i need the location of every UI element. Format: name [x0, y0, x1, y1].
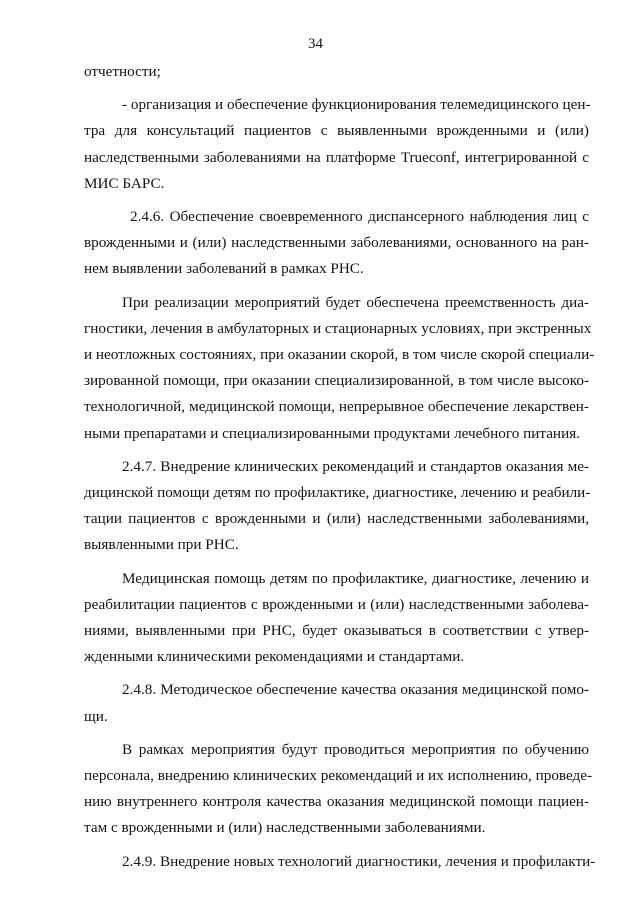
- page-number: 34: [308, 36, 323, 52]
- text-line: нем выявлении заболеваний в рамках РНС.: [84, 260, 364, 278]
- text-line: врожденными и (или) наследственными заболеваниями, основанного на ран-: [84, 234, 589, 252]
- text-line: реабилитации пациентов с врожденными и (или) наследственными заболева-: [84, 595, 589, 613]
- text-line: При реализации мероприятий будет обеспечена преемственность диа-: [122, 293, 589, 311]
- text-line: там с врожденными и (или) наследственными заболеваниями.: [84, 819, 486, 837]
- text-line: 2.4.7. Внедрение клинических рекомендаций и стандартов оказания ме-: [122, 457, 589, 475]
- paragraph-gap: [84, 670, 589, 677]
- text-line: дицинской помощи детям по профилактике, диагностике, лечению и реабили-: [84, 484, 591, 502]
- text-line: гностики, лечения в амбулаторных и стационарных условиях, при экстренных: [84, 319, 592, 337]
- text-line: жденными клиническими рекомендациями и стандартами.: [84, 648, 465, 666]
- text-line: персонала, внедрению клинических рекомендаций и их исполнению, проведе-: [84, 767, 593, 785]
- body-text: [84, 59, 596, 875]
- text-line: отчетности;: [84, 63, 161, 80]
- text-line: ными препаратами и специализированными продуктами лечебного питания.: [84, 424, 580, 442]
- text-line: зированной помощи, при оказании специализированной, в том числе высоко-: [84, 372, 589, 390]
- text-line: технологичной, медицинской помощи, непрерывное обеспечение лекарствен-: [84, 398, 589, 416]
- text-line: наследственными заболеваниями на платформе Trueconf, интегрированной с: [84, 148, 589, 166]
- text-line: щи.: [84, 707, 108, 725]
- text-line: выявленными при РНС.: [84, 536, 239, 554]
- paragraph-gap: [84, 559, 589, 566]
- text-line: В рамках мероприятия будут проводиться мероприятия по обучению: [122, 740, 589, 758]
- paragraph-gap: [84, 730, 589, 737]
- text-line: МИС БАРС.: [84, 174, 165, 192]
- text-line: тра для консультаций пациентов с выявленными врожденными и (или): [84, 122, 589, 140]
- paragraph-gap: [84, 842, 589, 849]
- paragraph-gap: [84, 197, 589, 204]
- text-line: тации пациентов с врожденными и (или) наследственными заболеваниями,: [84, 510, 589, 528]
- text-line: 2.4.6. Обеспечение своевременного диспансерного наблюдения лиц с: [130, 208, 589, 226]
- paragraph-gap: [84, 283, 589, 290]
- text-line: 2.4.9. Внедрение новых технологий диагностики, лечения и профилакти-: [122, 852, 596, 870]
- text-line: нию внутреннего контроля качества оказания медицинской помощи пациен-: [84, 793, 589, 811]
- paragraph-gap: [84, 85, 589, 92]
- text-line: Медицинская помощь детям по профилактике, диагностике, лечению и: [122, 569, 589, 587]
- text-line: - организация и обеспечение функционирования телемедицинского цен-: [122, 96, 591, 114]
- text-line: ниями, выявленными при РНС, будет оказываться в соответствии с утвер-: [84, 622, 589, 640]
- text-line: 2.4.8. Методическое обеспечение качества оказания медицинской помо-: [122, 681, 589, 699]
- paragraph-gap: [84, 447, 589, 454]
- text-line: и неотложных состояниях, при оказании скорой, в том числе скорой специали-: [84, 346, 595, 364]
